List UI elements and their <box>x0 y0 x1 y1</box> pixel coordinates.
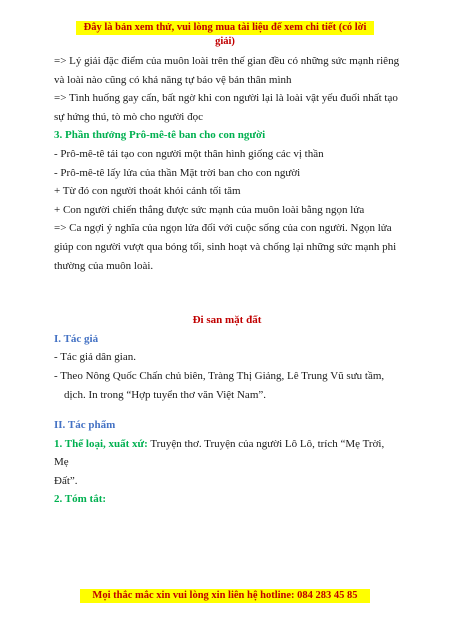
heading-author: I. Tác giả <box>54 332 99 345</box>
summary-label: 2. Tóm tắt: <box>54 493 107 506</box>
text-line: và loài nào cũng có khả năng tự bảo vệ bản thân mình <box>54 73 292 86</box>
genre-line <box>54 435 400 472</box>
hotline-footer: Mọi thắc mắc xin vui lòng xin liên hệ hotline: 084 283 45 85 <box>80 589 370 603</box>
genre-text: Truyện thơ. Truyện của người Lô Lô, trích “Mẹ Trời, Mẹ <box>54 437 385 469</box>
text-line: giúp con người vượt qua bóng tối, sinh hoạt và chống lại những sức mạnh phi <box>54 240 397 253</box>
text-line: + Con người chiến thắng được sức mạnh của muôn loài bằng ngọn lửa <box>54 203 365 216</box>
lesson-title: Đi san mặt đất <box>192 314 262 327</box>
text-line: Đất”. <box>54 474 78 487</box>
section-heading-3: 3. Phần thưởng Prô-mê-tê ban cho con người <box>54 129 266 142</box>
text-line: thường của muôn loài. <box>54 259 154 272</box>
heading-work: II. Tác phẩm <box>54 419 116 432</box>
text-line: + Từ đó con người thoát khỏi cảnh tối tăm <box>54 185 241 198</box>
genre-label: 1. Thể loại, xuất xứ: <box>54 437 148 450</box>
document-body <box>54 52 400 509</box>
text-line: => Tình huống gay cấn, bất ngờ khi con người lại là loài vật yếu đuối nhất tạo <box>54 92 398 105</box>
text-line: dịch. In trong “Hợp tuyển thơ văn Việt Nam”. <box>64 388 267 401</box>
preview-banner: Đây là bản xem thử, vui lòng mua tài liệu để xem chi tiết (có lời giải) <box>76 21 374 35</box>
text-line: - Theo Nông Quốc Chấn chủ biên, Tràng Thị Giảng, Lê Trung Vũ sưu tầm, <box>54 369 385 382</box>
text-line: => Lý giải đặc điểm của muôn loài trên thế gian đều có những sức mạnh riêng <box>54 55 400 67</box>
text-line: - Tác giả dân gian. <box>54 351 136 364</box>
text-line: => Ca ngợi ý nghĩa của ngọn lửa đối với cuộc sống của con người. Ngọn lửa <box>54 222 392 235</box>
text-line: - Prô-mê-tê lấy lửa của thần Mặt trời ban cho con người <box>54 166 301 179</box>
text-line: - Prô-mê-tê tái tạo con người một thân hình giống các vị thần <box>54 147 324 160</box>
text-line: sự hứng thú, tò mò cho người đọc <box>54 110 203 123</box>
